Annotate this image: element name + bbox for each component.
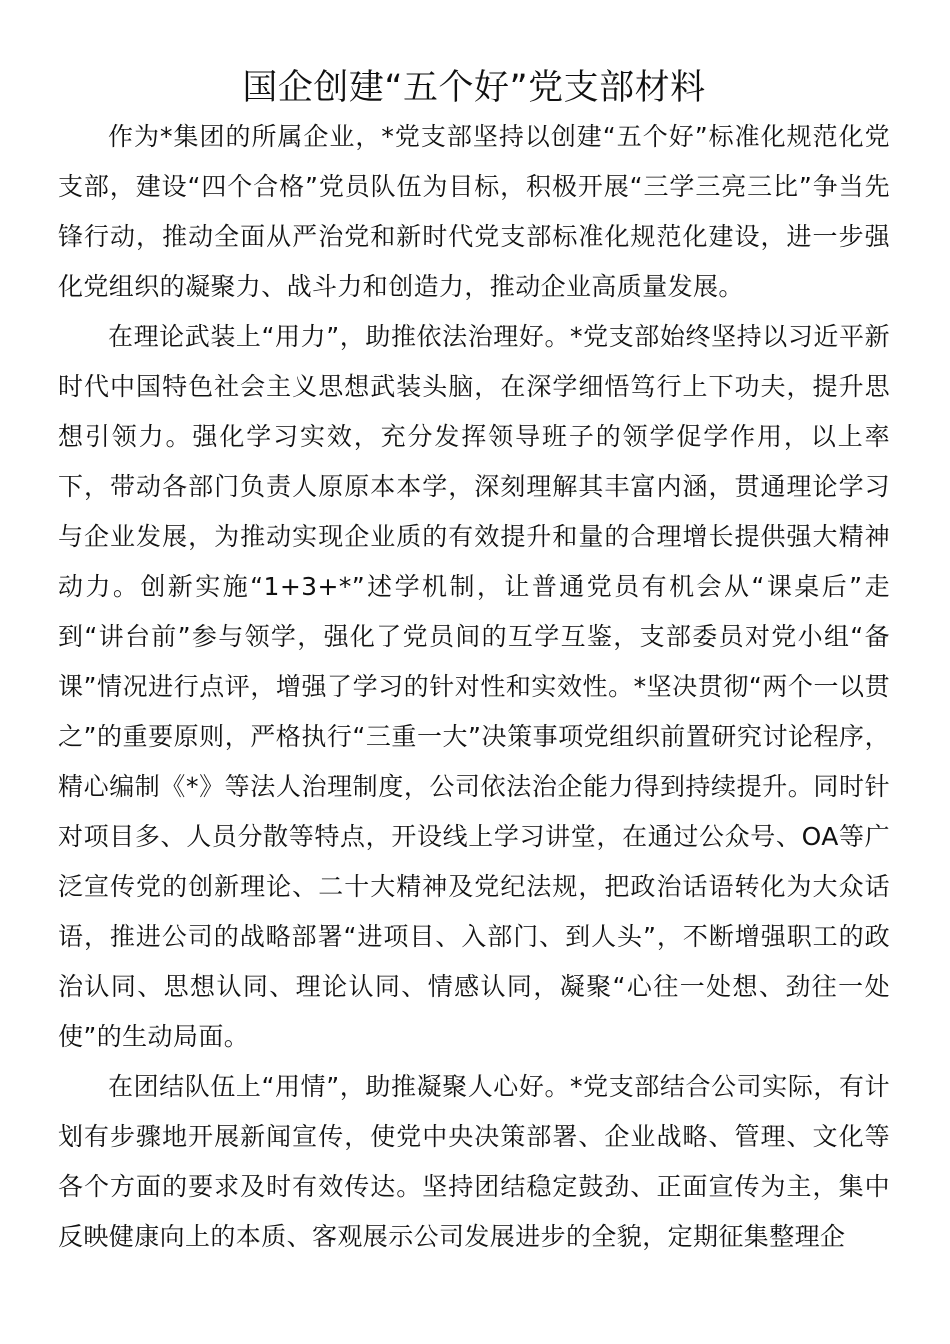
paragraph-theory: 在理论武装上“用力”，助推依法治理好。*党支部始终坚持以习近平新时代中国特色社会主义思想武装头脑，在深学细悟笃行上下功夫，提升思想引领力。强化学习实效，充分发挥领导班子的领学促学作用，以上率下，带动各部门负责人原原本本学，深刻理解其丰富内涵，贯通理论学习与企业发展，为推动实现企业质的有效提升和量的合理增长提供强大精神动力。创新实施“1+3+*”述学机制，让普通党员有机会从“课桌后”走到“讲台前”参与领学，强化了党员间的互学互鉴，支部委员对党小组“备课”情况进行点评，增强了学习的针对性和实效性。*坚决贯彻“两个一以贯之”的重要原则，严格执行“三重一大”决策事项党组织前置研究讨论程序，精心编制《*》等法人治理制度，公司依法治企能力得到持续提升。同时针对项目多、人员分散等特点，开设线上学习讲堂，在通过公众号、OA等广泛宣传党的创新理论、二十大精神及党纪法规，把政治话语转化为大众话语，推进公司的战略部署“进项目、入部门、到人头”，不断增强职工的政治认同、思想认同、理论认同、情感认同，凝聚“心往一处想、劲往一处使”的生动局面。 [58,322,890,1051]
paragraph-unity: 在团结队伍上“用情”，助推凝聚人心好。*党支部结合公司实际，有计划有步骤地开展新闻宣传，使党中央决策部署、企业战略、管理、文化等各个方面的要求及时有效传达。坚持团结稳定鼓劲、正面宣传为主，集中反映健康向上的本质、客观展示公司发展进步的全貌，定期征集整理企 [58,1072,890,1251]
paragraph-intro: 作为*集团的所属企业，*党支部坚持以创建“五个好”标准化规范化党支部，建设“四个合格”党员队伍为目标，积极开展“三学三亮三比”争当先锋行动，推动全面从严治党和新时代党支部标准化规范化建设，进一步强化党组织的凝聚力、战斗力和创造力，推动企业高质量发展。 [58,122,890,301]
document-title: 国企创建“五个好”党支部材料 [242,68,706,108]
